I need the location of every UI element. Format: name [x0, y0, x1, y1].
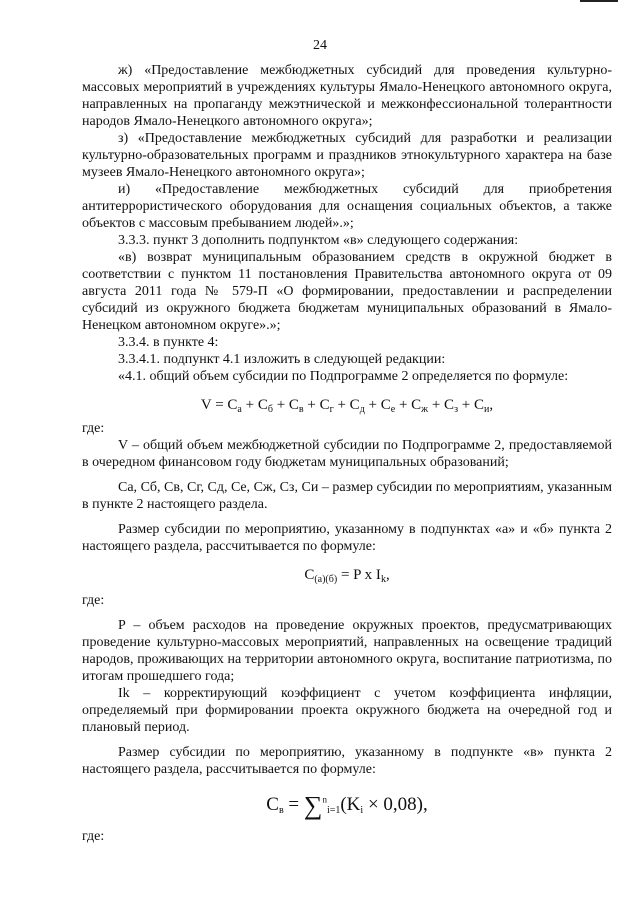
paragraph-p-definition: P – объем расходов на проведение окружных проектов, предусматривающих проведение культурно-массовых мероприятий, направленных на освещение традиций народов, проживающих на территории автономного округа, воспитание патриотизма, по итогам прошедшего года;: [82, 618, 612, 684]
page-number: 24: [313, 38, 327, 53]
paragraph-v-return: «в) возврат муниципальным образованием средств в окружной бюджет в соответствии с пунктом 11 постановления Правительства автономного округа от 09 августа 2011 года № 579-П «О формировании, предоставлении и распределении субсидий из окружного бюджета бюджетам муниципальных образований в Ямало-Ненецком автономном округе».»;: [82, 250, 612, 333]
paragraph-3-3-4: 3.3.4. в пункте 4:: [118, 335, 219, 350]
formula-ab: $C_{(а)(б)} = P$ x $I_k$,: [304, 567, 390, 585]
where-label-2: где:: [82, 593, 105, 608]
formula-v: $C_в = \sum^n_{i=1}(K_i \times 0,08)$,: [266, 791, 428, 820]
where-label-3: где:: [82, 829, 105, 844]
where-label-1: где:: [82, 421, 105, 436]
paragraph-v-formula-intro: Размер субсидии по мероприятию, указанному в подпункте «в» пункта 2 настоящего раздела, рассчитывается по формуле:: [82, 745, 612, 777]
paragraph-3-3-4-1: 3.3.4.1. подпункт 4.1 изложить в следующей редакции:: [118, 352, 446, 367]
formula-total-volume: $V = C_а + C_б + C_в + C_г + C_д + C_е + C_ж + C_з + C_и$,: [200, 397, 494, 415]
paragraph-4-1: «4.1. общий объем субсидии по Подпрограмме 2 определяется по формуле:: [118, 369, 569, 384]
paragraph-v-definition: V – общий объем межбюджетной субсидии по Подпрограмме 2, предоставляемой в очередном финансовом году бюджетам муниципальных образований;: [82, 438, 612, 470]
scan-edge-mark: [580, 0, 618, 2]
paragraph-zh: ж) «Предоставление межбюджетных субсидий для проведения культурно-массовых мероприятий в учреждениях культуры Ямало-Ненецкого автономного округа, направленных на пропаганду межэтнической и межконфессиональной толерантности народов Ямало-Ненецкого автономного округа»;: [82, 63, 612, 129]
paragraph-c-definition: Cа, Cб, Cв, Cг, Cд, Cе, Cж, Cз, Cи – размер субсидии по мероприятиям, указанным в пункте 2 настоящего раздела.: [82, 480, 612, 512]
paragraph-ik-definition: Ik – корректирующий коэффициент с учетом коэффициента инфляции, определяемый при формировании проекта окружного бюджета на очередной год и плановый период.: [82, 686, 612, 735]
paragraph-z: з) «Предоставление межбюджетных субсидий для разработки и реализации культурно-образовательных программ и праздников этнокультурного характера на базе музеев Ямало-Ненецкого автономного округа»;: [82, 131, 612, 180]
paragraph-ab-formula-intro: Размер субсидии по мероприятию, указанному в подпунктах «а» и «б» пункта 2 настоящего раздела, рассчитывается по формуле:: [82, 522, 612, 554]
paragraph-3-3-3: 3.3.3. пункт 3 дополнить подпунктом «в» следующего содержания:: [118, 233, 519, 248]
document-body: [82, 62, 612, 845]
paragraph-i: и) «Предоставление межбюджетных субсидий для приобретения антитеррористического оборудования для оснащения социальных объектов, а также объектов с массовым пребыванием людей».»;: [82, 182, 612, 231]
